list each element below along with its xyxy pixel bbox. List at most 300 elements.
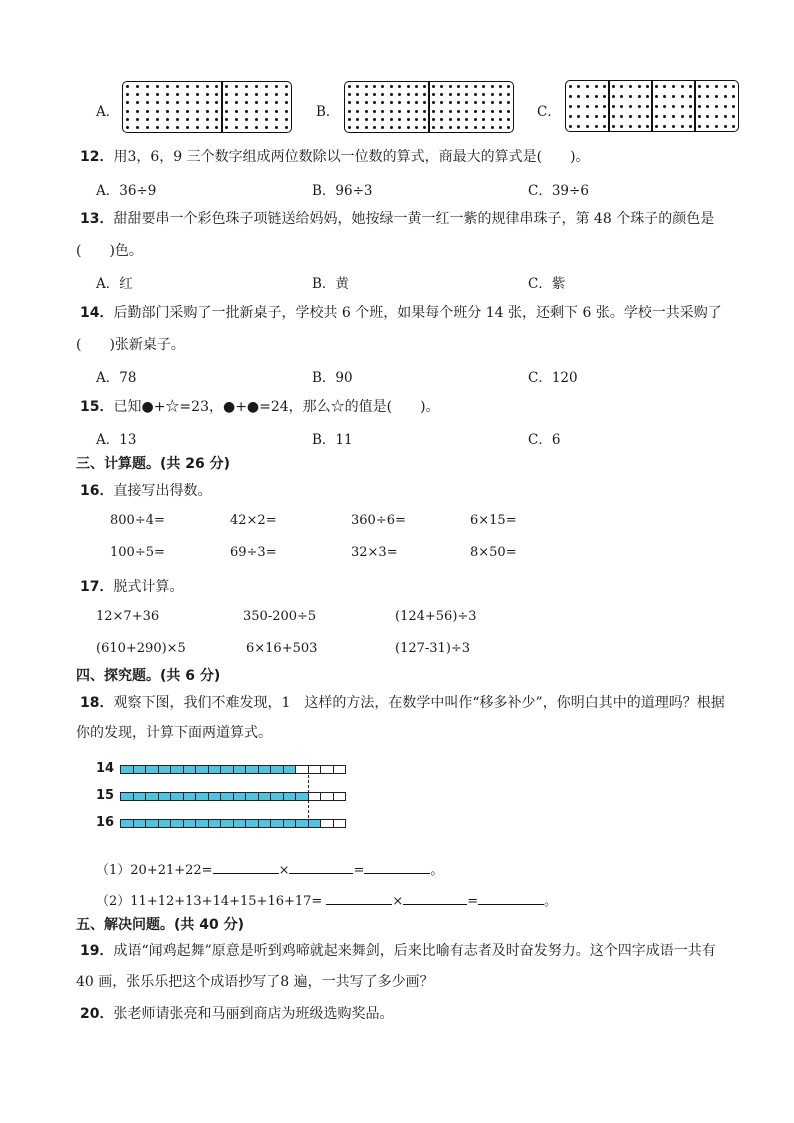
dot: [724, 125, 727, 128]
dot: [638, 105, 641, 108]
dot: [136, 126, 139, 129]
dot: [474, 118, 477, 121]
dot: [595, 105, 598, 108]
dot: [166, 101, 169, 104]
dot: [348, 110, 351, 113]
dot: [235, 101, 238, 104]
group-divider: [694, 81, 696, 131]
dot: [465, 126, 468, 129]
dot: [415, 93, 418, 96]
dot: [474, 85, 477, 88]
equals-sign: =: [353, 863, 365, 878]
dot: [186, 126, 189, 129]
dot: [629, 115, 632, 118]
dot: [407, 118, 410, 121]
dot: [285, 93, 288, 96]
question-text: 后勤部门采购了一批新桌子，学校共 6 个班，如果每个班分 14 张，还剩下 6 张。学校一共采购了: [113, 305, 722, 321]
section-5-heading: 五、解决问题。(共 40 分): [76, 917, 245, 933]
dot: [381, 126, 384, 129]
answer-blank[interactable]: [326, 892, 392, 905]
dot: [398, 126, 401, 129]
dot: [156, 110, 159, 113]
dot: [356, 85, 359, 88]
dot: [689, 85, 692, 88]
dot: [499, 93, 502, 96]
dot: [423, 85, 426, 88]
dot: [156, 101, 159, 104]
dot: [356, 126, 359, 129]
dot: [245, 126, 248, 129]
dot: [672, 115, 675, 118]
dot: [482, 101, 485, 104]
q11-option-a-label: A．: [96, 104, 120, 120]
dot: [215, 93, 218, 96]
dot: [698, 85, 701, 88]
dot: [569, 125, 572, 128]
dot: [245, 101, 248, 104]
dot: [706, 85, 709, 88]
dot: [732, 105, 735, 108]
calc-item: (127-31)÷3: [395, 641, 471, 656]
dot: [245, 85, 248, 88]
dot: [196, 93, 199, 96]
dot: [586, 115, 589, 118]
dot: [681, 105, 684, 108]
dot: [225, 126, 228, 129]
dot: [595, 115, 598, 118]
dot: [577, 125, 580, 128]
dot: [390, 93, 393, 96]
dot: [440, 101, 443, 104]
bar-cell-filled: [258, 792, 272, 801]
dot: [432, 110, 435, 113]
dot-array-a: [122, 81, 292, 133]
dot: [215, 110, 218, 113]
bar-cell-filled: [195, 819, 209, 828]
dot: [215, 101, 218, 104]
dot-array-c: [565, 80, 739, 132]
dot: [491, 118, 494, 121]
calc-item: 32×3=: [351, 545, 398, 560]
dot: [732, 125, 735, 128]
dot: [373, 126, 376, 129]
dot: [499, 85, 502, 88]
q15-option-a: A．13: [96, 432, 137, 448]
bar-cell-filled: [245, 765, 259, 774]
dot: [681, 115, 684, 118]
dot: [196, 118, 199, 121]
question-16: [80, 480, 211, 500]
dot: [390, 118, 393, 121]
dot: [235, 126, 238, 129]
dot: [245, 118, 248, 121]
dot: [415, 118, 418, 121]
dot: [206, 118, 209, 121]
dot: [176, 85, 179, 88]
bar-cell-empty: [333, 819, 347, 828]
q12-option-b: B．96÷3: [312, 183, 373, 199]
dot: [482, 110, 485, 113]
section-4-heading: 四、探究题。(共 6 分): [76, 668, 221, 684]
dot: [206, 110, 209, 113]
dot: [482, 126, 485, 129]
dot: [215, 85, 218, 88]
dot: [206, 85, 209, 88]
dot: [348, 85, 351, 88]
dot: [689, 105, 692, 108]
question-text: 观察下图，我们不难发现，1 这样的方法，在数学中叫作“移多补少”，你明白其中的道理吗？根据: [113, 695, 725, 711]
dot: [612, 85, 615, 88]
dot: [196, 110, 199, 113]
dot: [390, 110, 393, 113]
question-text: 成语“闻鸡起舞”原意是听到鸡啼就起来舞剑，后来比喻有志者及时奋发努力。这个四字成语一共有: [113, 943, 716, 959]
question-text: 张老师请张亮和马丽到商店为班级选购奖品。: [113, 1006, 394, 1022]
dot: [620, 95, 623, 98]
dot: [166, 110, 169, 113]
bar-cell-filled: [145, 792, 159, 801]
dot: [698, 125, 701, 128]
dot: [432, 101, 435, 104]
dot: [373, 93, 376, 96]
dot: [629, 95, 632, 98]
dot: [655, 105, 658, 108]
dot: [457, 118, 460, 121]
dot: [156, 118, 159, 121]
dot: [706, 105, 709, 108]
answer-blank[interactable]: [403, 892, 467, 905]
dot: [499, 126, 502, 129]
dot: [285, 101, 288, 104]
dot: [235, 110, 238, 113]
q14-option-a: A．78: [96, 370, 137, 386]
period: 。: [544, 894, 558, 909]
bar-cell-empty: [320, 819, 334, 828]
dot: [732, 85, 735, 88]
dot: [265, 93, 268, 96]
dashed-reference-line: [308, 765, 309, 828]
times-sign: ×: [392, 894, 404, 909]
bar-cell-filled: [308, 819, 322, 828]
dot: [285, 126, 288, 129]
question-number: 13．: [80, 211, 114, 227]
dot: [381, 110, 384, 113]
calc-item: (610+290)×5: [96, 641, 186, 656]
dot: [689, 95, 692, 98]
dot: [407, 126, 410, 129]
q11-option-b-label: B．: [316, 104, 340, 120]
dot: [186, 93, 189, 96]
dot: [595, 95, 598, 98]
calc-item: 350-200÷5: [243, 609, 317, 624]
dot: [156, 85, 159, 88]
dot: [491, 93, 494, 96]
dot: [663, 105, 666, 108]
bar-cell-filled: [158, 819, 172, 828]
bar-label: 15: [96, 788, 115, 803]
dot: [465, 93, 468, 96]
group-divider: [608, 81, 610, 131]
dot: [373, 101, 376, 104]
question-number: 12．: [80, 149, 114, 165]
bar-cell-filled: [220, 819, 234, 828]
dot: [449, 93, 452, 96]
dot: [381, 118, 384, 121]
dot: [440, 118, 443, 121]
dot: [706, 125, 709, 128]
dot: [126, 118, 129, 121]
dot: [407, 85, 410, 88]
bar-cell-filled: [120, 765, 134, 774]
dot: [275, 101, 278, 104]
question-18-line2: 你的发现，计算下面两道算式。: [76, 725, 272, 741]
dot: [176, 93, 179, 96]
question-text: 甜甜要串一个彩色珠子项链送给妈妈，她按绿一黄一红一紫的规律串珠子，第 48 个珠子的颜色是: [113, 211, 715, 227]
dot: [146, 126, 149, 129]
question-number: 19．: [80, 943, 114, 959]
dot: [176, 118, 179, 121]
dot: [482, 118, 485, 121]
dot: [285, 85, 288, 88]
dot: [206, 126, 209, 129]
bar-cell-filled: [158, 765, 172, 774]
bar-cell-filled: [245, 819, 259, 828]
dot: [398, 101, 401, 104]
calc-item: 800÷4=: [110, 513, 165, 528]
dot: [449, 110, 452, 113]
dot: [663, 85, 666, 88]
dot: [612, 105, 615, 108]
dot: [348, 118, 351, 121]
answer-blank[interactable]: [364, 861, 430, 874]
dot: [136, 101, 139, 104]
dot: [440, 126, 443, 129]
dot: [225, 110, 228, 113]
dot: [655, 115, 658, 118]
question-text: 直接写出得数。: [113, 483, 212, 499]
q11-option-c-label: C．: [537, 104, 561, 120]
dot: [638, 95, 641, 98]
dot: [715, 95, 718, 98]
bar-cell-filled: [183, 792, 197, 801]
dot: [706, 95, 709, 98]
bar-cell-empty: [333, 792, 347, 801]
dot: [491, 85, 494, 88]
dot: [176, 110, 179, 113]
dot: [146, 110, 149, 113]
dot: [398, 110, 401, 113]
calc-item: 100÷5=: [110, 545, 165, 560]
question-12: [80, 146, 590, 166]
dot: [186, 118, 189, 121]
section-3-heading: 三、计算题。(共 26 分): [76, 456, 231, 472]
dot: [126, 126, 129, 129]
dot: [275, 126, 278, 129]
dot: [373, 85, 376, 88]
dot: [629, 105, 632, 108]
dot: [423, 93, 426, 96]
dot: [620, 85, 623, 88]
dot: [440, 110, 443, 113]
dot: [595, 125, 598, 128]
calc-item: 69÷3=: [230, 545, 277, 560]
dot: [663, 95, 666, 98]
dot: [577, 95, 580, 98]
q13-option-a: A．红: [96, 276, 133, 292]
bar-cell-filled: [270, 819, 284, 828]
dot: [672, 105, 675, 108]
dot: [255, 126, 258, 129]
dot: [681, 95, 684, 98]
dot: [698, 95, 701, 98]
dot: [586, 95, 589, 98]
dot: [491, 101, 494, 104]
dot: [569, 95, 572, 98]
dot: [663, 115, 666, 118]
dot: [449, 126, 452, 129]
dot: [126, 85, 129, 88]
dot: [681, 125, 684, 128]
question-text: 已知●+☆=23，●+●=24，那么☆的值是( )。: [113, 399, 440, 415]
dot: [698, 115, 701, 118]
dot: [646, 115, 649, 118]
dot: [348, 126, 351, 129]
dot: [235, 85, 238, 88]
dot: [265, 101, 268, 104]
answer-blank[interactable]: [213, 861, 279, 874]
q12-option-c: C．39÷6: [528, 183, 589, 199]
dot: [235, 93, 238, 96]
dot: [620, 105, 623, 108]
dot: [440, 85, 443, 88]
calc-item: 42×2=: [230, 513, 277, 528]
dot: [126, 101, 129, 104]
dot: [166, 118, 169, 121]
dot: [724, 85, 727, 88]
dot: [166, 93, 169, 96]
answer-blank[interactable]: [289, 861, 353, 874]
dot: [629, 85, 632, 88]
dot: [146, 101, 149, 104]
question-14-line2: ( )张新桌子。: [76, 337, 185, 353]
dot: [432, 118, 435, 121]
dot: [646, 85, 649, 88]
dot: [507, 110, 510, 113]
dot: [245, 93, 248, 96]
dot: [365, 101, 368, 104]
dot: [415, 126, 418, 129]
dot: [620, 115, 623, 118]
dot: [275, 110, 278, 113]
bar-cell-filled: [283, 792, 297, 801]
bar-cell-filled: [233, 765, 247, 774]
dot: [186, 110, 189, 113]
dot: [423, 126, 426, 129]
dot: [245, 110, 248, 113]
bar-cell-empty: [320, 765, 334, 774]
dot: [275, 93, 278, 96]
bar-cell-filled: [170, 765, 184, 774]
dot: [348, 101, 351, 104]
dot: [415, 101, 418, 104]
dot: [432, 93, 435, 96]
dot: [265, 118, 268, 121]
q13-option-c: C．紫: [528, 276, 566, 292]
dot: [215, 118, 218, 121]
dot: [186, 85, 189, 88]
dot: [432, 126, 435, 129]
dot: [156, 93, 159, 96]
dot: [136, 110, 139, 113]
dot: [255, 118, 258, 121]
dot: [146, 118, 149, 121]
q14-option-b: B．90: [312, 370, 353, 386]
dot: [457, 110, 460, 113]
dot: [715, 115, 718, 118]
dot: [285, 118, 288, 121]
q15-option-c: C．6: [528, 432, 561, 448]
dot: [586, 85, 589, 88]
dot: [603, 115, 606, 118]
dot: [465, 110, 468, 113]
group-divider: [428, 82, 430, 132]
bar-cell-filled: [233, 819, 247, 828]
dot: [225, 93, 228, 96]
dot: [474, 93, 477, 96]
dot: [620, 125, 623, 128]
dot: [491, 110, 494, 113]
dot: [275, 85, 278, 88]
bar-label: 16: [96, 815, 115, 830]
answer-blank[interactable]: [478, 892, 544, 905]
dot: [646, 95, 649, 98]
calc-item: 12×7+36: [96, 609, 160, 624]
dot: [482, 85, 485, 88]
dot: [206, 101, 209, 104]
question-19-line2: 40 画，张乐乐把这个成语抄写了8 遍，一共写了多少画？: [76, 974, 434, 990]
bar-cell-filled: [295, 792, 309, 801]
dot: [423, 101, 426, 104]
dot: [491, 126, 494, 129]
bar-cell-filled: [270, 792, 284, 801]
bar-cell-filled: [283, 819, 297, 828]
dot: [356, 93, 359, 96]
dot: [398, 93, 401, 96]
dot: [265, 110, 268, 113]
dot: [365, 85, 368, 88]
sub-prefix: （2）11+12+13+14+15+16+17=: [96, 894, 323, 909]
dot: [176, 101, 179, 104]
question-15: [80, 396, 440, 416]
bar-cell-filled: [220, 765, 234, 774]
q15-option-b: B．11: [312, 432, 353, 448]
bar-cell-filled: [120, 819, 134, 828]
bar-cell-empty: [295, 765, 309, 774]
question-13-line2: ( )色。: [76, 243, 143, 259]
dot: [196, 85, 199, 88]
question-17: [80, 576, 183, 596]
dot: [474, 101, 477, 104]
dot: [457, 101, 460, 104]
dot: [176, 126, 179, 129]
dot: [365, 118, 368, 121]
calc-item: 8×50=: [470, 545, 517, 560]
dot: [465, 85, 468, 88]
q18-sub-2: [96, 890, 557, 909]
dot: [586, 125, 589, 128]
dot: [465, 101, 468, 104]
q13-option-b: B．黄: [312, 276, 349, 292]
dot: [569, 85, 572, 88]
